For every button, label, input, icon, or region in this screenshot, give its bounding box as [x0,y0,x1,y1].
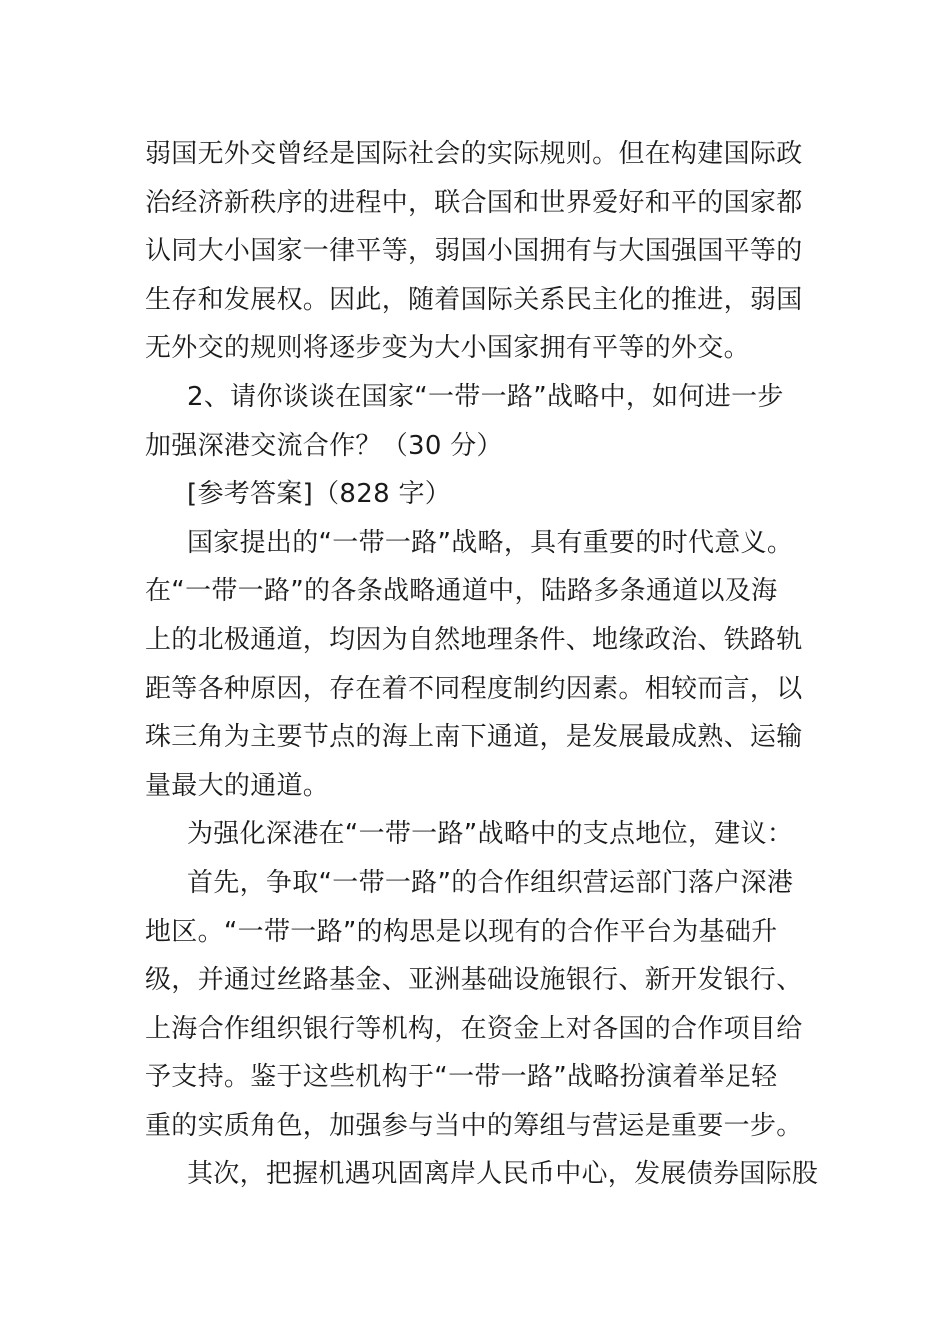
text-line: 加强深港交流合作？（30 分） [145,430,503,461]
text-line: 生存和发展权。因此，随着国际关系民主化的推进，弱国 [145,284,803,315]
reference-answer-heading [145,470,810,519]
question-paragraph [145,373,810,470]
text-line: 珠三角为主要节点的海上南下通道，是发展最成熟、运输 [145,722,803,753]
text-line: 为强化深港在“一带一路”战略中的支点地位，建议： [187,819,794,850]
text-line: 地区。“一带一路”的构思是以现有的合作平台为基础升 [145,916,778,947]
text-line: 其次，把握机遇巩固离岸人民币中心，发展债券国际股 [187,1159,819,1190]
text-line: 距等各种原因，存在着不同程度制约因素。相较而言，以 [145,673,803,704]
text-line: 予支持。鉴于这些机构于“一带一路”战略扮演着举足轻 [145,1062,778,1093]
text-line: 治经济新秩序的进程中，联合国和世界爱好和平的国家都 [145,187,803,218]
text-line: 在“一带一路”的各条战略通道中，陆路多条通道以及海 [145,576,778,607]
text-line: 弱国无外交曾经是国际社会的实际规则。但在构建国际政 [145,139,803,169]
text-line: 首先，争取“一带一路”的合作组织营运部门落户深港 [187,867,794,898]
text-line: 无外交的规则将逐步变为大小国家拥有平等的外交。 [145,333,750,364]
text-line: 国家提出的“一带一路”战略，具有重要的时代意义。 [187,527,794,558]
answer-paragraph [145,859,810,1151]
text-line: 上的北极通道，均因为自然地理条件、地缘政治、铁路轨 [145,624,803,655]
paragraph-intro [145,130,810,373]
text-line: 上海合作组织银行等机构，在资金上对各国的合作项目给 [145,1013,803,1044]
answer-paragraph [145,519,810,811]
document-body [145,130,819,1199]
text-line: 2、请你谈谈在国家“一带一路”战略中，如何进一步 [187,381,784,412]
text-line: [参考答案]（828 字） [187,479,452,510]
text-line: 认同大小国家一律平等，弱国小国拥有与大国强国平等的 [145,236,803,267]
text-line: 级，并通过丝路基金、亚洲基础设施银行、新开发银行、 [145,965,803,996]
answer-paragraph [145,810,810,859]
text-line: 重的实质角色，加强参与当中的筹组与营运是重要一步。 [145,1110,803,1141]
text-line: 量最大的通道。 [145,770,330,801]
answer-paragraph [145,1150,819,1199]
